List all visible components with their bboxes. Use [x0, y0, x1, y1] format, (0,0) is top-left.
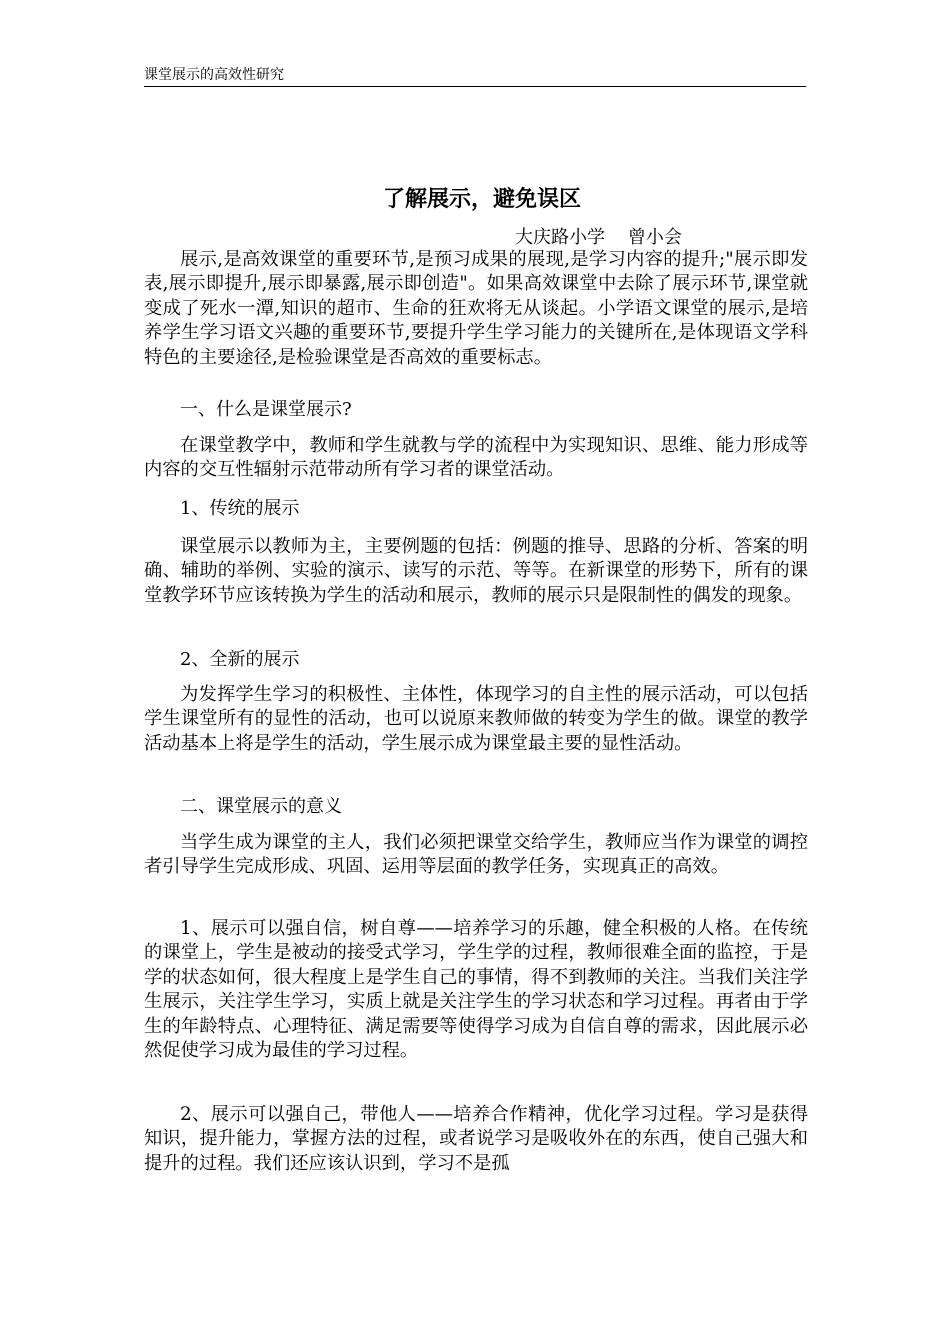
section2-paragraph: 当学生成为课堂的主人，我们必须把课堂交给学生，教师应当作为课堂的调控者引导学生完成形成、巩固、运用等层面的教学任务，实现真正的高效。 — [144, 832, 808, 878]
point2-paragraph: 2、展示可以强自己，带他人——培养合作精神，优化学习过程。学习是获得知识，提升能力，掌握方法的过程，或者说学习是吸收外在的东西，使自己强大和提升的过程。我们还应该认识到，学习不是孤 — [144, 1104, 808, 1174]
running-header: 课堂展示的高效性研究 — [144, 66, 806, 87]
sub1-paragraph: 课堂展示以教师为主，主要例题的包括：例题的推导、思路的分析、答案的明确、辅助的举例、实验的演示、读写的示范、等等。在新课堂的形势下，所有的课堂教学环节应该转换为学生的活动和展示，教师的展示只是限制性的偶发的现象。 — [144, 536, 808, 606]
article-title: 了解展示，避免误区 — [382, 187, 581, 212]
sub1-heading: 1、传统的展示 — [180, 498, 300, 519]
sub2-paragraph: 为发挥学生学习的积极性、主体性，体现学习的自主性的展示活动，可以包括学生课堂所有的显性的活动，也可以说原来教师做的转变为学生的做。课堂的教学活动基本上将是学生的活动，学生展示成为课堂最主要的显性活动。 — [144, 684, 808, 754]
sub2-heading: 2、全新的展示 — [180, 649, 300, 670]
section1-paragraph: 在课堂教学中，教师和学生就教与学的流程中为实现知识、思维、能力形成等内容的交互性辐射示范带动所有学习者的课堂活动。 — [144, 435, 808, 481]
author-line: 大庆路小学 曾小会 — [515, 227, 682, 248]
section2-heading: 二、课堂展示的意义 — [180, 796, 342, 817]
point1-paragraph: 1、展示可以强自信，树自尊——培养学习的乐趣，健全积极的人格。在传统的课堂上，学生是被动的接受式学习，学生学的过程，教师很难全面的监控，于是学的状态如何，很大程度上是学生自己的事情，得不到教师的关注。当我们关注学生展示，关注学生学习，实质上就是关注学生的学习状态和学习过程。再者由于学生的年龄特点、心理特征、满足需要等使得学习成为自信自尊的需求，因此展示必然促使学习成为最佳的学习过程。 — [144, 918, 808, 1062]
section1-heading: 一、什么是课堂展示? — [180, 399, 352, 420]
intro-paragraph: 展示,是高效课堂的重要环节,是预习成果的展现,是学习内容的提升;"展示即发表,展示即提升,展示即暴露,展示即创造"。如果高效课堂中去除了展示环节,课堂就变成了死水一潭,知识的超市、生命的狂欢将无从谈起。小学语文课堂的展示,是培养学生学习语文兴趣的重要环节,要提升学生学习能力的关键所在,是体现语文学科特色的主要途径,是检验课堂是否高效的重要标志。 — [144, 249, 808, 368]
